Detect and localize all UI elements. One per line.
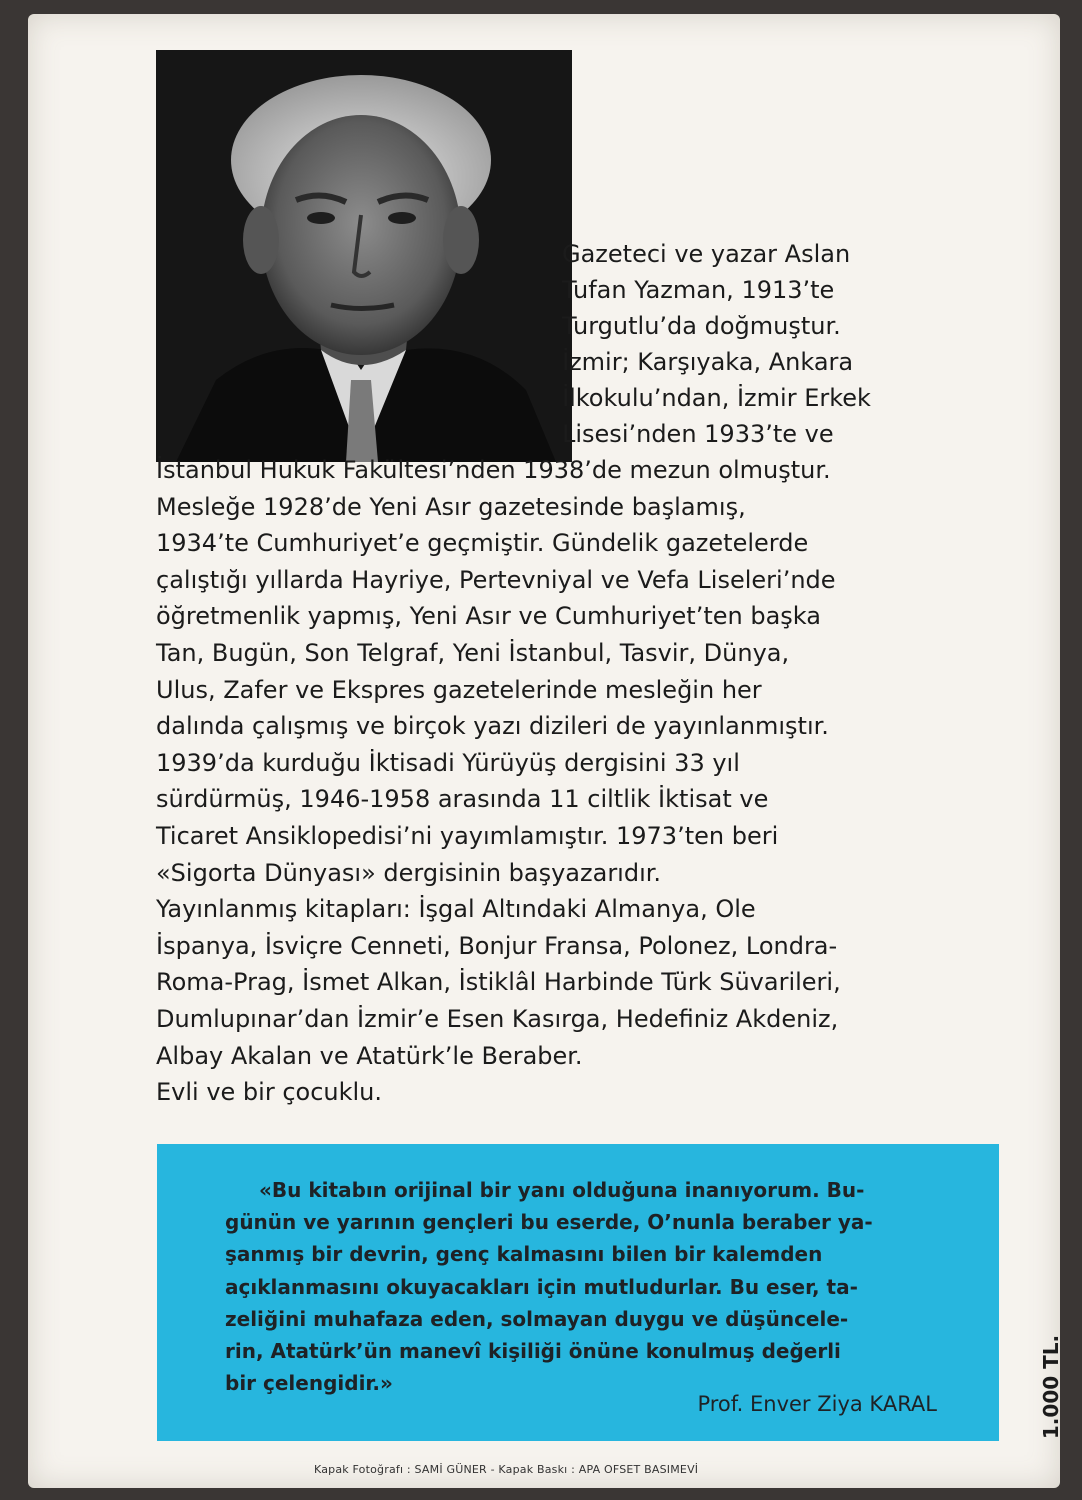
bio-line: Evli ve bir çocuklu. [156, 1078, 383, 1107]
author-portrait-photo [156, 50, 572, 462]
bio-line: İzmir; Karşıyaka, Ankara [562, 348, 854, 376]
bio-line: Tan, Bugün, Son Telgraf, Yeni İstanbul, Tasvir, Dünya, [156, 638, 790, 667]
bio-line: sürdürmüş, 1946-1958 arasında 11 ciltlik İktisat ve [156, 785, 769, 814]
quote-line: açıklanmasını okuyacakları için mutludurlar. Bu eser, ta- [225, 1274, 858, 1299]
quote-line: rin, Atatürk’ün manevî kişiliği önüne konulmuş değerli [225, 1339, 841, 1364]
quote-line: bir çelengidir.» [225, 1371, 393, 1396]
back-cover [28, 14, 1063, 1488]
quote-box [157, 1144, 999, 1441]
bio-line: İlkokulu’ndan, İzmir Erkek [562, 384, 871, 412]
bio-line: Dumlupınar’dan İzmir’e Esen Kasırga, Hedefiniz Akdeniz, [156, 1004, 839, 1033]
bio-line: Tufan Yazman, 1913’te [562, 276, 835, 304]
bio-line: dalında çalışmış ve birçok yazı dizileri de yayınlanmıştır. [156, 712, 829, 741]
bio-line: Gazeteci ve yazar Aslan [562, 240, 851, 268]
bio-line: Lisesi’nden 1933’te ve [562, 420, 834, 448]
cover-credits: Kapak Fotoğrafı : SAMİ GÜNER - Kapak Baskı : APA OFSET BASIMEVİ [314, 1463, 699, 1476]
bio-line: Turgutlu’da doğmuştur. [562, 312, 841, 340]
bio-line: Yayınlanmış kitapları: İşgal Altındaki Almanya, Ole [156, 895, 756, 924]
quote-line: şanmış bir devrin, genç kalmasını bilen bir kalemden [225, 1242, 823, 1267]
bio-line: «Sigorta Dünyası» dergisinin başyazarıdır. [156, 858, 662, 887]
bio-line: Mesleğe 1928’de Yeni Asır gazetesinde başlamış, [156, 492, 746, 521]
price-text: 1.000 TL. [1039, 1334, 1063, 1440]
quote-line: «Bu kitabın orijinal bir yanı olduğuna inanıyorum. Bu- [259, 1178, 865, 1202]
author-bio-main-text [156, 452, 1036, 1111]
bio-line: İstanbul Hukuk Fakültesi’nden 1938’de mezun olmuştur. [156, 456, 831, 484]
bio-line: Ulus, Zafer ve Ekspres gazetelerinde mesleğin her [156, 675, 762, 704]
bio-line: 1934’te Cumhuriyet’e geçmiştir. Gündelik gazetelerde [156, 529, 809, 558]
quote-line: günün ve yarının gençleri bu eserde, O’nunla beraber ya- [225, 1210, 873, 1235]
bio-line: çalıştığı yıllarda Hayriye, Pertevniyal ve Vefa Liseleri’nde [156, 565, 836, 594]
quote-author: Prof. Enver Ziya KARAL [697, 1392, 937, 1416]
bio-line: İspanya, İsviçre Cenneti, Bonjur Fransa, Polonez, Londra- [156, 931, 838, 960]
price-label [1036, 1332, 1066, 1442]
bio-line: 1939’da kurduğu İktisadi Yürüyüş dergisini 33 yıl [156, 748, 740, 777]
bio-line: Ticaret Ansiklopedisi’ni yayımlamıştır. 1973’ten beri [156, 821, 779, 850]
quote-line: zeliğini muhafaza eden, solmayan duygu ve düşüncele- [225, 1306, 849, 1331]
bio-line: öğretmenlik yapmış, Yeni Asır ve Cumhuriyet’ten başka [156, 602, 821, 631]
quote-text [225, 1174, 925, 1399]
bio-line: Albay Akalan ve Atatürk’le Beraber. [156, 1041, 583, 1070]
author-bio-side-text [562, 236, 1032, 452]
bio-line: Roma-Prag, İsmet Alkan, İstiklâl Harbinde Türk Süvarileri, [156, 968, 841, 997]
